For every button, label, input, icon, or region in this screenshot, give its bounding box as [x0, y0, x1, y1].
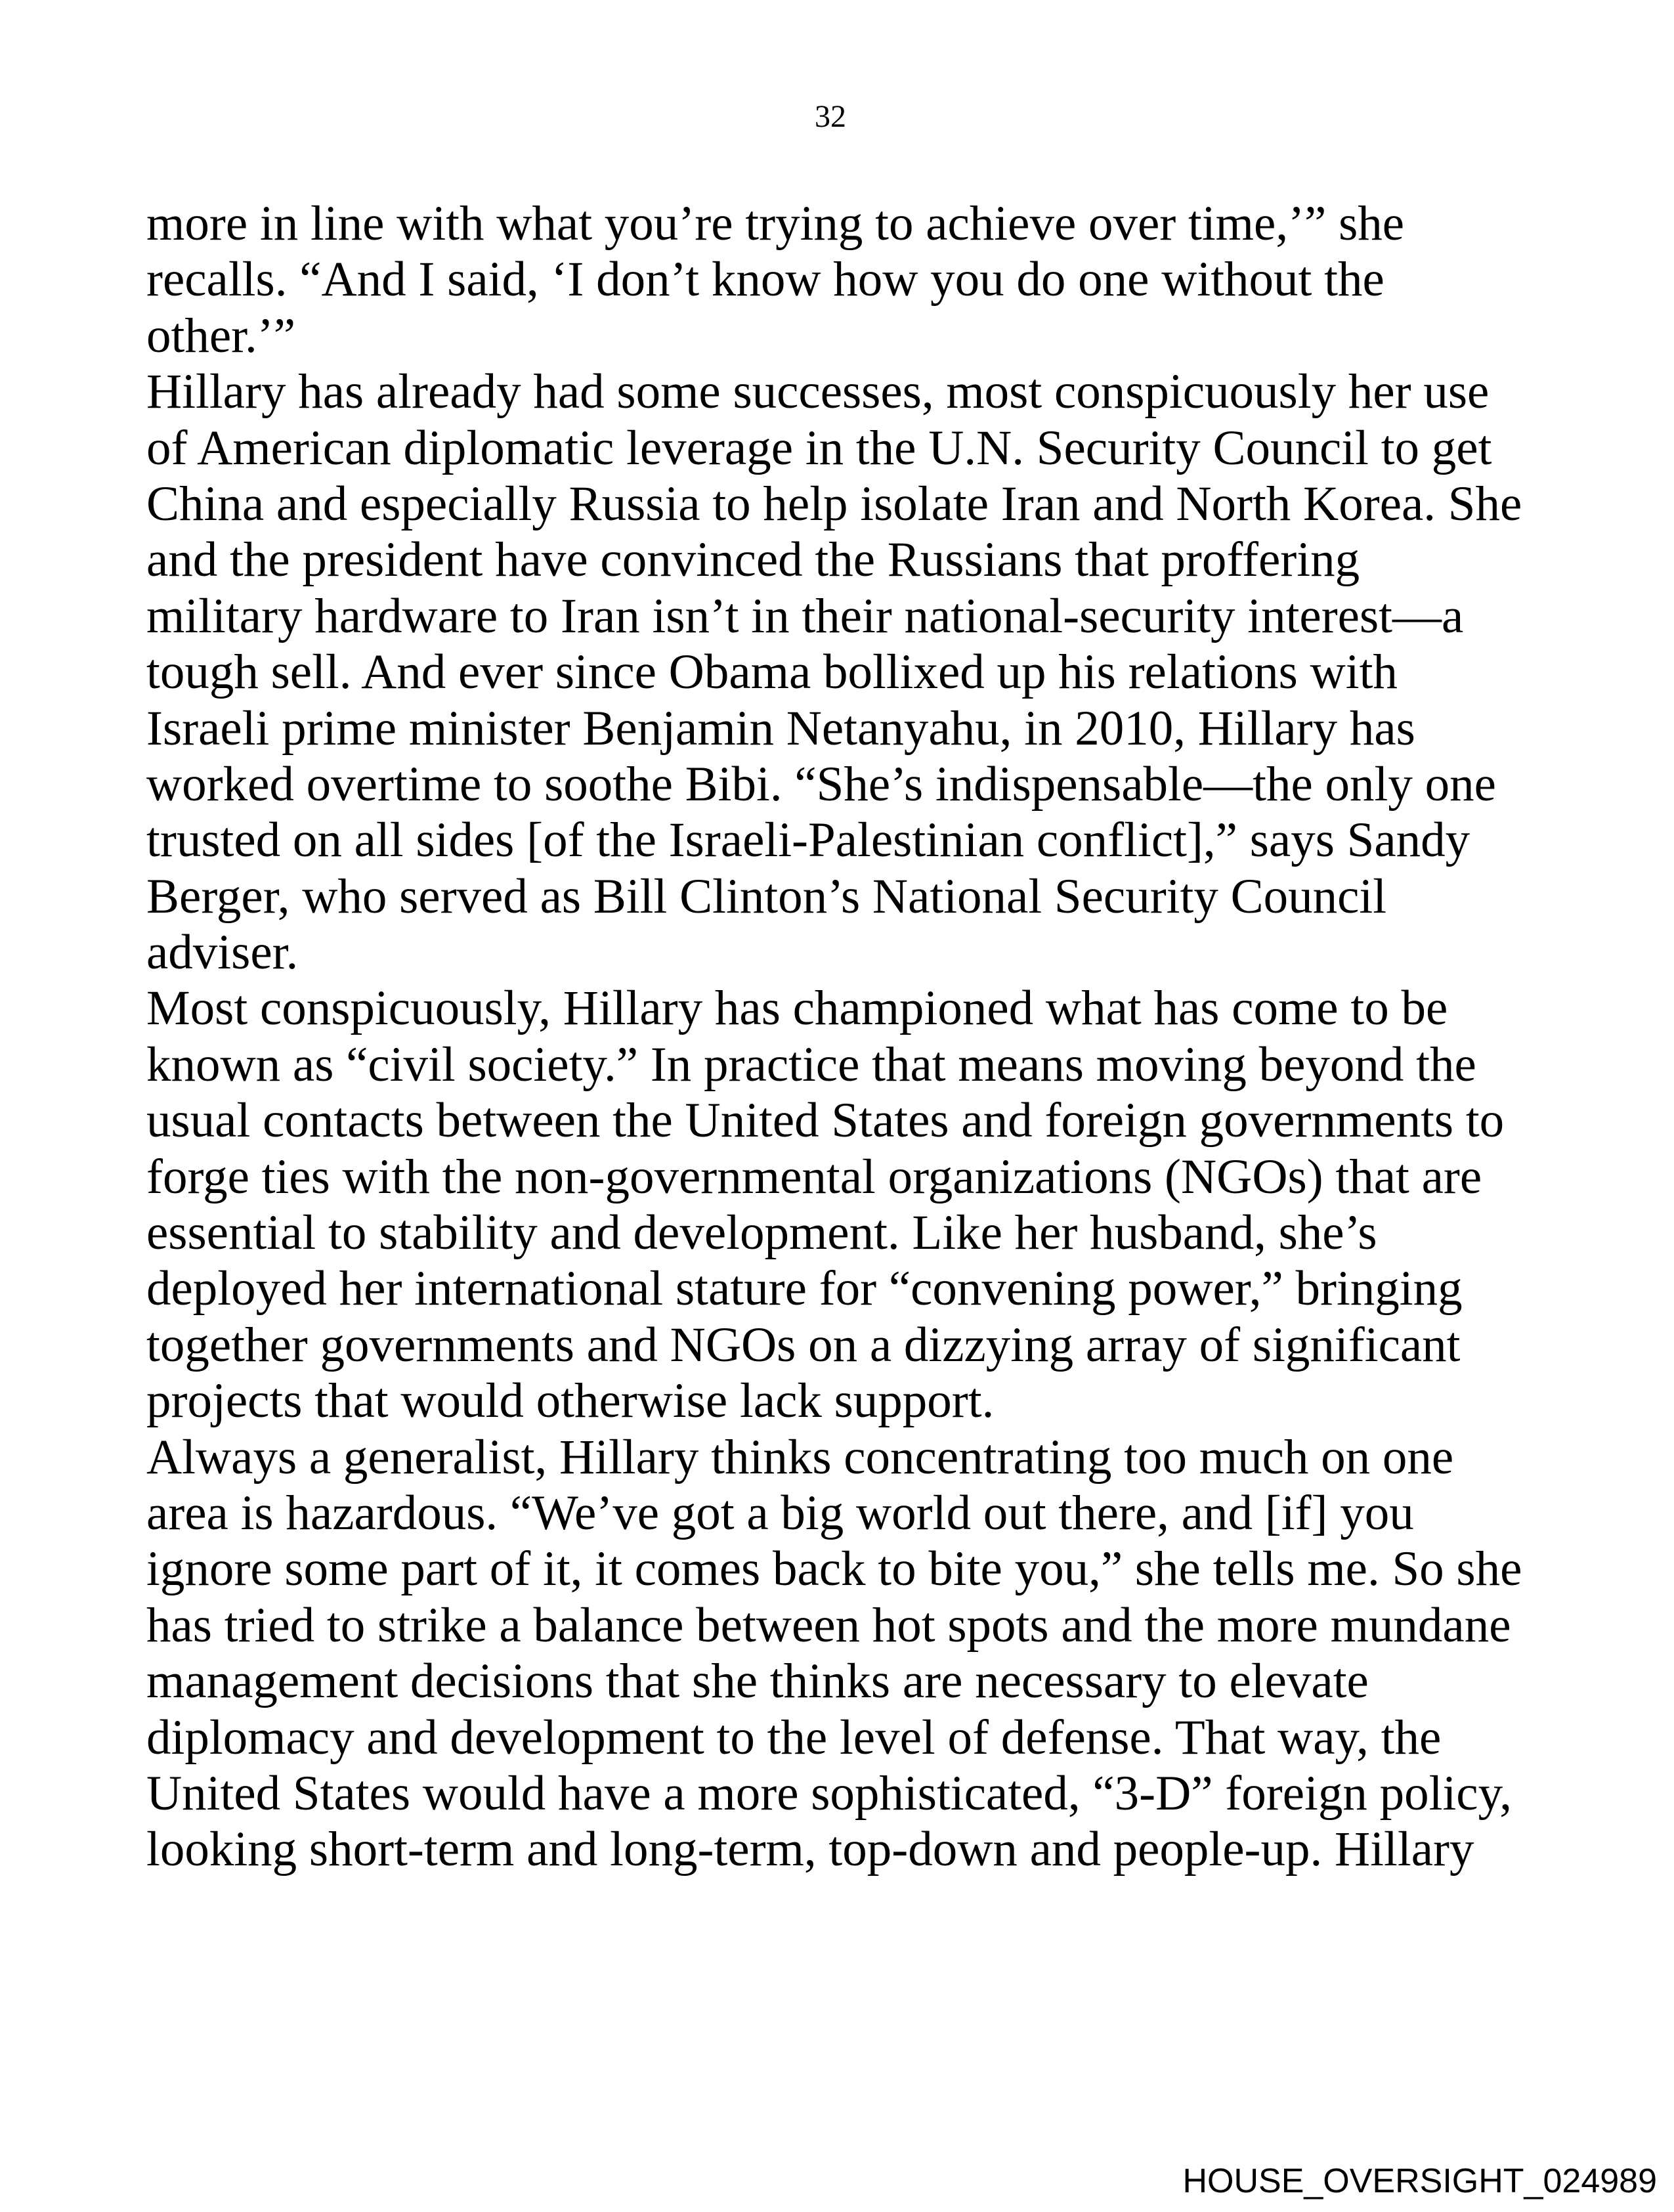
text-line: more in line with what you’re trying to achieve over time,’” she: [146, 196, 1405, 251]
text-line: management decisions that she thinks are necessary to elevate: [146, 1654, 1369, 1709]
text-line: China and especially Russia to help isolate Iran and North Korea. She: [146, 476, 1522, 531]
text-line: other.’”: [146, 308, 295, 363]
text-line: and the president have convinced the Russians that proffering: [146, 532, 1360, 588]
body-text: [146, 196, 1522, 1878]
text-line: projects that would otherwise lack support.: [146, 1374, 995, 1429]
text-line: has tried to strike a balance between hot spots and the more mundane: [146, 1597, 1511, 1653]
text-line: known as “civil society.” In practice that means moving beyond the: [146, 1037, 1476, 1092]
text-line: diplomacy and development to the level of defense. That way, the: [146, 1710, 1442, 1765]
text-line: adviser.: [146, 925, 299, 980]
text-line: Israeli prime minister Benjamin Netanyahu, in 2010, Hillary has: [146, 701, 1415, 756]
text-line: Berger, who served as Bill Clinton’s National Security Council: [146, 869, 1387, 924]
text-line: forge ties with the non-governmental organizations (NGOs) that are: [146, 1149, 1482, 1204]
bates-stamp: HOUSE_OVERSIGHT_024989: [1182, 2162, 1657, 2200]
text-line: worked overtime to soothe Bibi. “She’s indispensable—the only one: [146, 756, 1496, 812]
text-line: together governments and NGOs on a dizzying array of significant: [146, 1317, 1461, 1372]
page-number: 32: [815, 99, 846, 134]
text-line: military hardware to Iran isn’t in their national-security interest—a: [146, 588, 1464, 643]
text-line: usual contacts between the United States and foreign governments to: [146, 1093, 1505, 1148]
text-line: deployed her international stature for “convening power,” bringing: [146, 1261, 1463, 1316]
text-line: United States would have a more sophisticated, “3-D” foreign policy,: [146, 1766, 1512, 1821]
text-line: trusted on all sides [of the Israeli-Palestinian conflict],” says Sandy: [146, 813, 1470, 868]
text-line: tough sell. And ever since Obama bollixed up his relations with: [146, 645, 1398, 700]
text-line: Hillary has already had some successes, most conspicuously her use: [146, 364, 1490, 420]
text-line: looking short-term and long-term, top-down and people-up. Hillary: [146, 1822, 1474, 1877]
text-line: recalls. “And I said, ‘I don’t know how you do one without the: [146, 252, 1384, 307]
text-line: Most conspicuously, Hillary has championed what has come to be: [146, 981, 1448, 1036]
text-line: of American diplomatic leverage in the U.N. Security Council to get: [146, 420, 1492, 475]
text-line: essential to stability and development. Like her husband, she’s: [146, 1205, 1377, 1261]
text-line: area is hazardous. “We’ve got a big world out there, and [if] you: [146, 1485, 1414, 1540]
text-line: ignore some part of it, it comes back to bite you,” she tells me. So she: [146, 1542, 1522, 1597]
text-line: Always a generalist, Hillary thinks concentrating too much on one: [146, 1429, 1454, 1485]
